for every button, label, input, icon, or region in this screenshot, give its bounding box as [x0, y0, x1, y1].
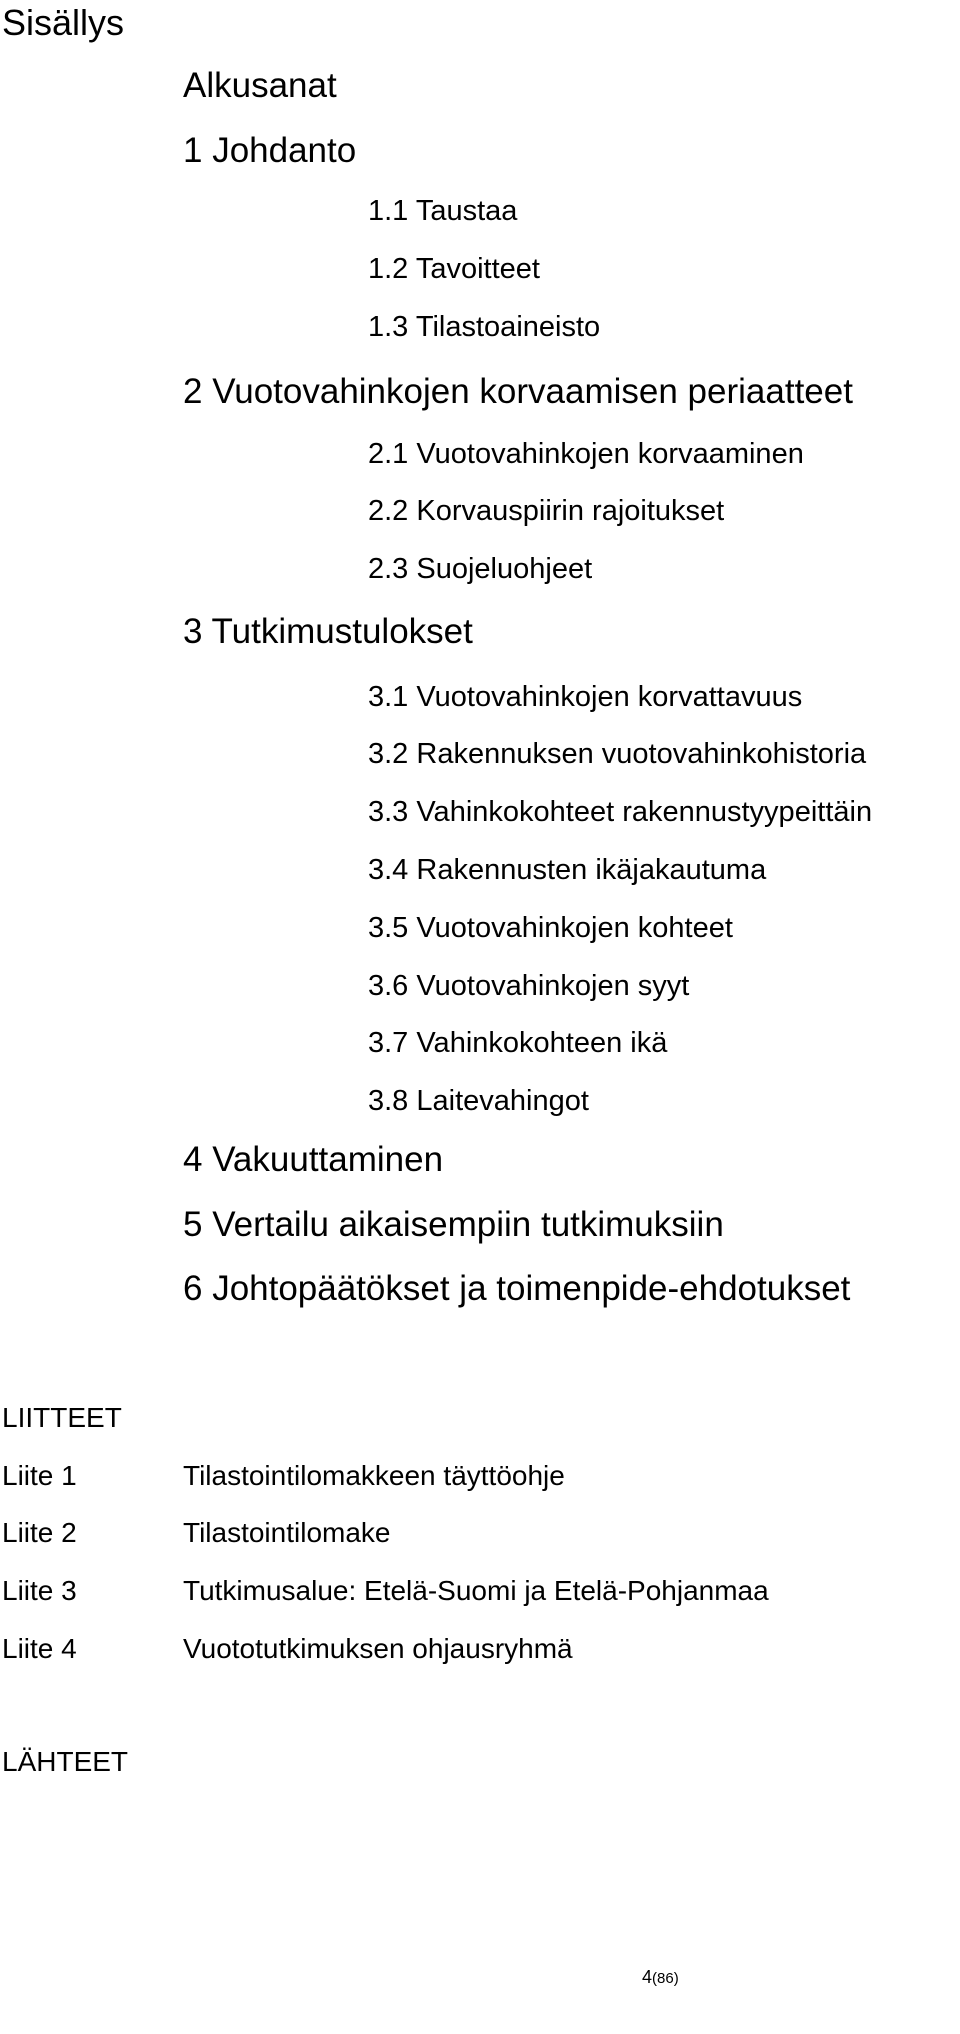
appendix-title-4: Vuototutkimuksen ohjausryhmä	[183, 1633, 573, 1664]
toc-entry-chapter-6: 6 Johtopäätökset ja toimenpide-ehdotukset	[183, 1269, 851, 1308]
appendix-title-3: Tutkimusalue: Etelä-Suomi ja Etelä-Pohjanmaa	[183, 1575, 769, 1606]
references-heading: LÄHTEET	[2, 1746, 129, 1777]
toc-entry-section-3-1: 3.1 Vuotovahinkojen korvattavuus	[368, 681, 803, 713]
toc-entry-section-2-3: 2.3 Suojeluohjeet	[368, 553, 593, 585]
toc-entry-preface: Alkusanat	[183, 66, 337, 105]
toc-entry-section-3-8: 3.8 Laitevahingot	[368, 1085, 589, 1117]
toc-entry-chapter-3: 3 Tutkimustulokset	[183, 612, 473, 651]
appendix-label-4: Liite 4	[2, 1633, 77, 1664]
page-number-total: (86)	[652, 1970, 679, 1987]
toc-entry-section-3-2: 3.2 Rakennuksen vuotovahinkohistoria	[368, 738, 867, 770]
toc-entry-section-3-7: 3.7 Vahinkokohteen ikä	[368, 1027, 668, 1059]
appendix-label-3: Liite 3	[2, 1575, 77, 1606]
toc-entry-chapter-4: 4 Vakuuttaminen	[183, 1140, 444, 1179]
appendix-label-2: Liite 2	[2, 1517, 77, 1548]
toc-entry-section-2-1: 2.1 Vuotovahinkojen korvaaminen	[368, 438, 804, 470]
toc-entry-chapter-2: 2 Vuotovahinkojen korvaamisen periaatteet	[183, 372, 853, 411]
appendix-title-1: Tilastointilomakkeen täyttöohje	[183, 1460, 565, 1491]
page-number	[642, 1968, 679, 1986]
toc-entry-section-3-3: 3.3 Vahinkokohteet rakennustyypeittäin	[368, 796, 873, 828]
toc-entry-chapter-1: 1 Johdanto	[183, 131, 357, 170]
toc-entry-section-1-1: 1.1 Taustaa	[368, 195, 518, 227]
toc-entry-section-3-5: 3.5 Vuotovahinkojen kohteet	[368, 912, 733, 944]
page-number-current: 4	[642, 1967, 653, 1987]
toc-entry-section-2-2: 2.2 Korvauspiirin rajoitukset	[368, 495, 725, 527]
appendices-heading: LIITTEET	[2, 1402, 122, 1433]
toc-entry-section-3-6: 3.6 Vuotovahinkojen syyt	[368, 970, 690, 1002]
appendix-label-1: Liite 1	[2, 1460, 77, 1491]
toc-title: Sisällys	[2, 2, 125, 43]
toc-entry-section-3-4: 3.4 Rakennusten ikäjakautuma	[368, 854, 767, 886]
toc-entry-chapter-5: 5 Vertailu aikaisempiin tutkimuksiin	[183, 1205, 724, 1244]
toc-entry-section-1-2: 1.2 Tavoitteet	[368, 253, 540, 285]
toc-entry-section-1-3: 1.3 Tilastoaineisto	[368, 311, 601, 343]
appendix-title-2: Tilastointilomake	[183, 1517, 391, 1548]
